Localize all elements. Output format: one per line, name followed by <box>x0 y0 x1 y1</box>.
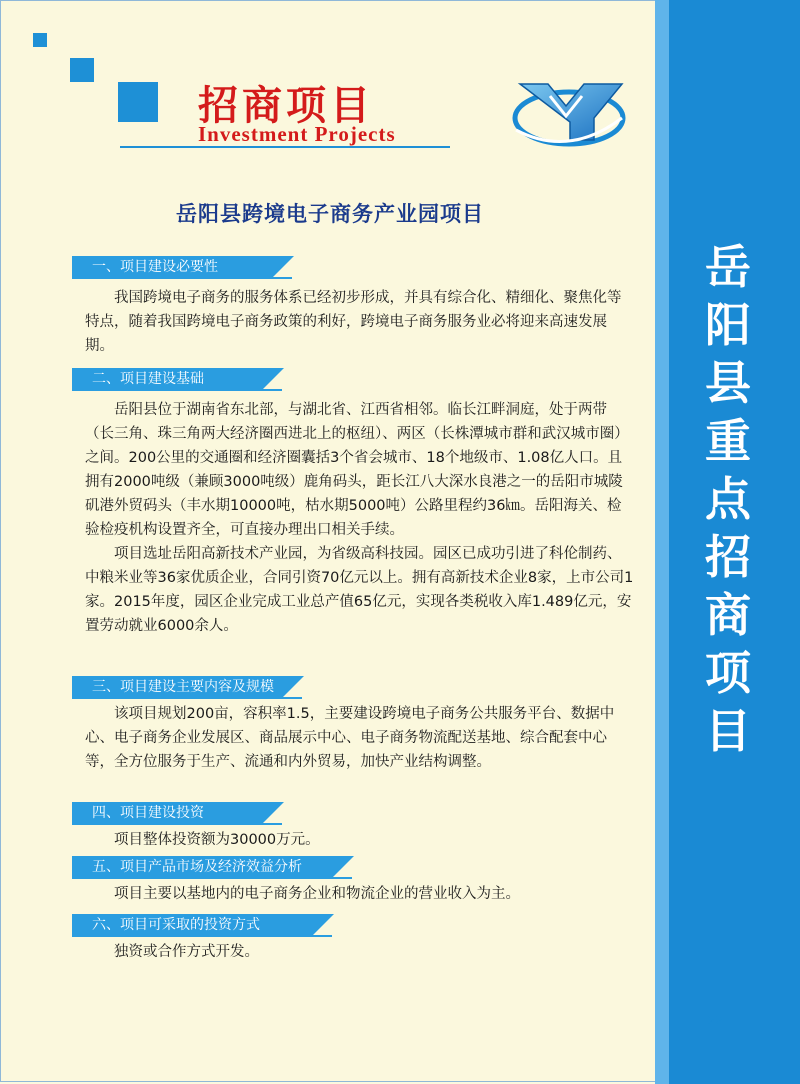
document-title: 岳阳县跨境电子商务产业园项目 <box>176 202 484 226</box>
section-4-body <box>85 828 635 852</box>
paragraph: 项目主要以基地内的电子商务企业和物流企业的营业收入为主。 <box>114 886 520 902</box>
section-heading-label: 一、项目建设必要性 <box>72 256 272 278</box>
header-divider <box>120 146 450 148</box>
paragraph: 独资或合作方式开发。 <box>114 944 259 960</box>
page-number: -22- <box>702 1012 728 1028</box>
decor-square-2 <box>70 58 94 82</box>
section-underline <box>72 277 292 279</box>
section-underline <box>72 935 332 937</box>
decor-square-1 <box>33 33 47 47</box>
section-1-body <box>85 286 635 358</box>
paragraph: 岳阳县位于湖南省东北部，与湖北省、江西省相邻。临长江畔洞庭，处于两带（长三角、珠三角两大经济圈西进北上的枢纽）、两区（长株潭城市群和武汉城市圈）之间。200公里的交通圈和经济圈囊括3个省会城市、18个地级市、1.08亿人口。且拥有2000吨级（兼顾3000吨级）鹿角码头，距长江八大深水良港之一的岳阳市城陵矶港外贸码头（丰水期10000吨，枯水期5000吨）公路里程约36㎞。岳阳海关、检验检疫机构设置齐全，可直接办理出口相关手续。 <box>85 402 629 538</box>
section-underline <box>72 877 352 879</box>
section-6-body <box>85 940 635 964</box>
paragraph: 我国跨境电子商务的服务体系已经初步形成，并具有综合化、精细化、聚焦化等特点，随着我国跨境电子商务政策的利好，跨境电子商务服务业必将迎来高速发展期。 <box>85 290 622 354</box>
paragraph: 项目整体投资额为30000万元。 <box>114 832 320 848</box>
paragraph: 项目选址岳阳高新技术产业园，为省级高科技园。园区已成功引进了科伦制药、中粮米业等36家优质企业，合同引资70亿元以上。拥有高新技术企业8家，上市公司1家。2015年度，园区企业完成工业总产值65亿元，实现各类税收入库1.489亿元，安置劳动就业6000余人。 <box>85 546 634 634</box>
section-3-body <box>85 702 635 774</box>
section-heading-label: 六、项目可采取的投资方式 <box>72 914 312 936</box>
section-underline <box>72 389 282 391</box>
section-heading-label: 三、项目建设主要内容及规模 <box>72 676 282 698</box>
section-heading-label: 五、项目产品市场及经济效益分析 <box>72 856 332 878</box>
section-underline <box>72 823 282 825</box>
header-title-en: Investment Projects <box>198 122 396 146</box>
section-2-body <box>85 398 635 638</box>
sidebar-title: 岳阳县重点招商项目 <box>705 240 751 758</box>
header-title-zh: 招商项目 <box>198 82 374 129</box>
decor-square-3 <box>118 82 158 122</box>
section-heading-label: 二、项目建设基础 <box>72 368 262 390</box>
section-heading-label: 四、项目建设投资 <box>72 802 262 824</box>
paragraph: 该项目规划200亩，容积率1.5，主要建设跨境电子商务公共服务平台、数据中心、电子商务企业发展区、商品展示中心、电子商务物流配送基地、综合配套中心等，全方位服务于生产、流通和内外贸易，加快产业结构调整。 <box>85 706 615 770</box>
section-5-body <box>85 882 635 906</box>
yy-logo-icon <box>510 78 628 150</box>
sidebar-inner-stripe <box>655 0 669 1084</box>
section-underline <box>72 697 302 699</box>
